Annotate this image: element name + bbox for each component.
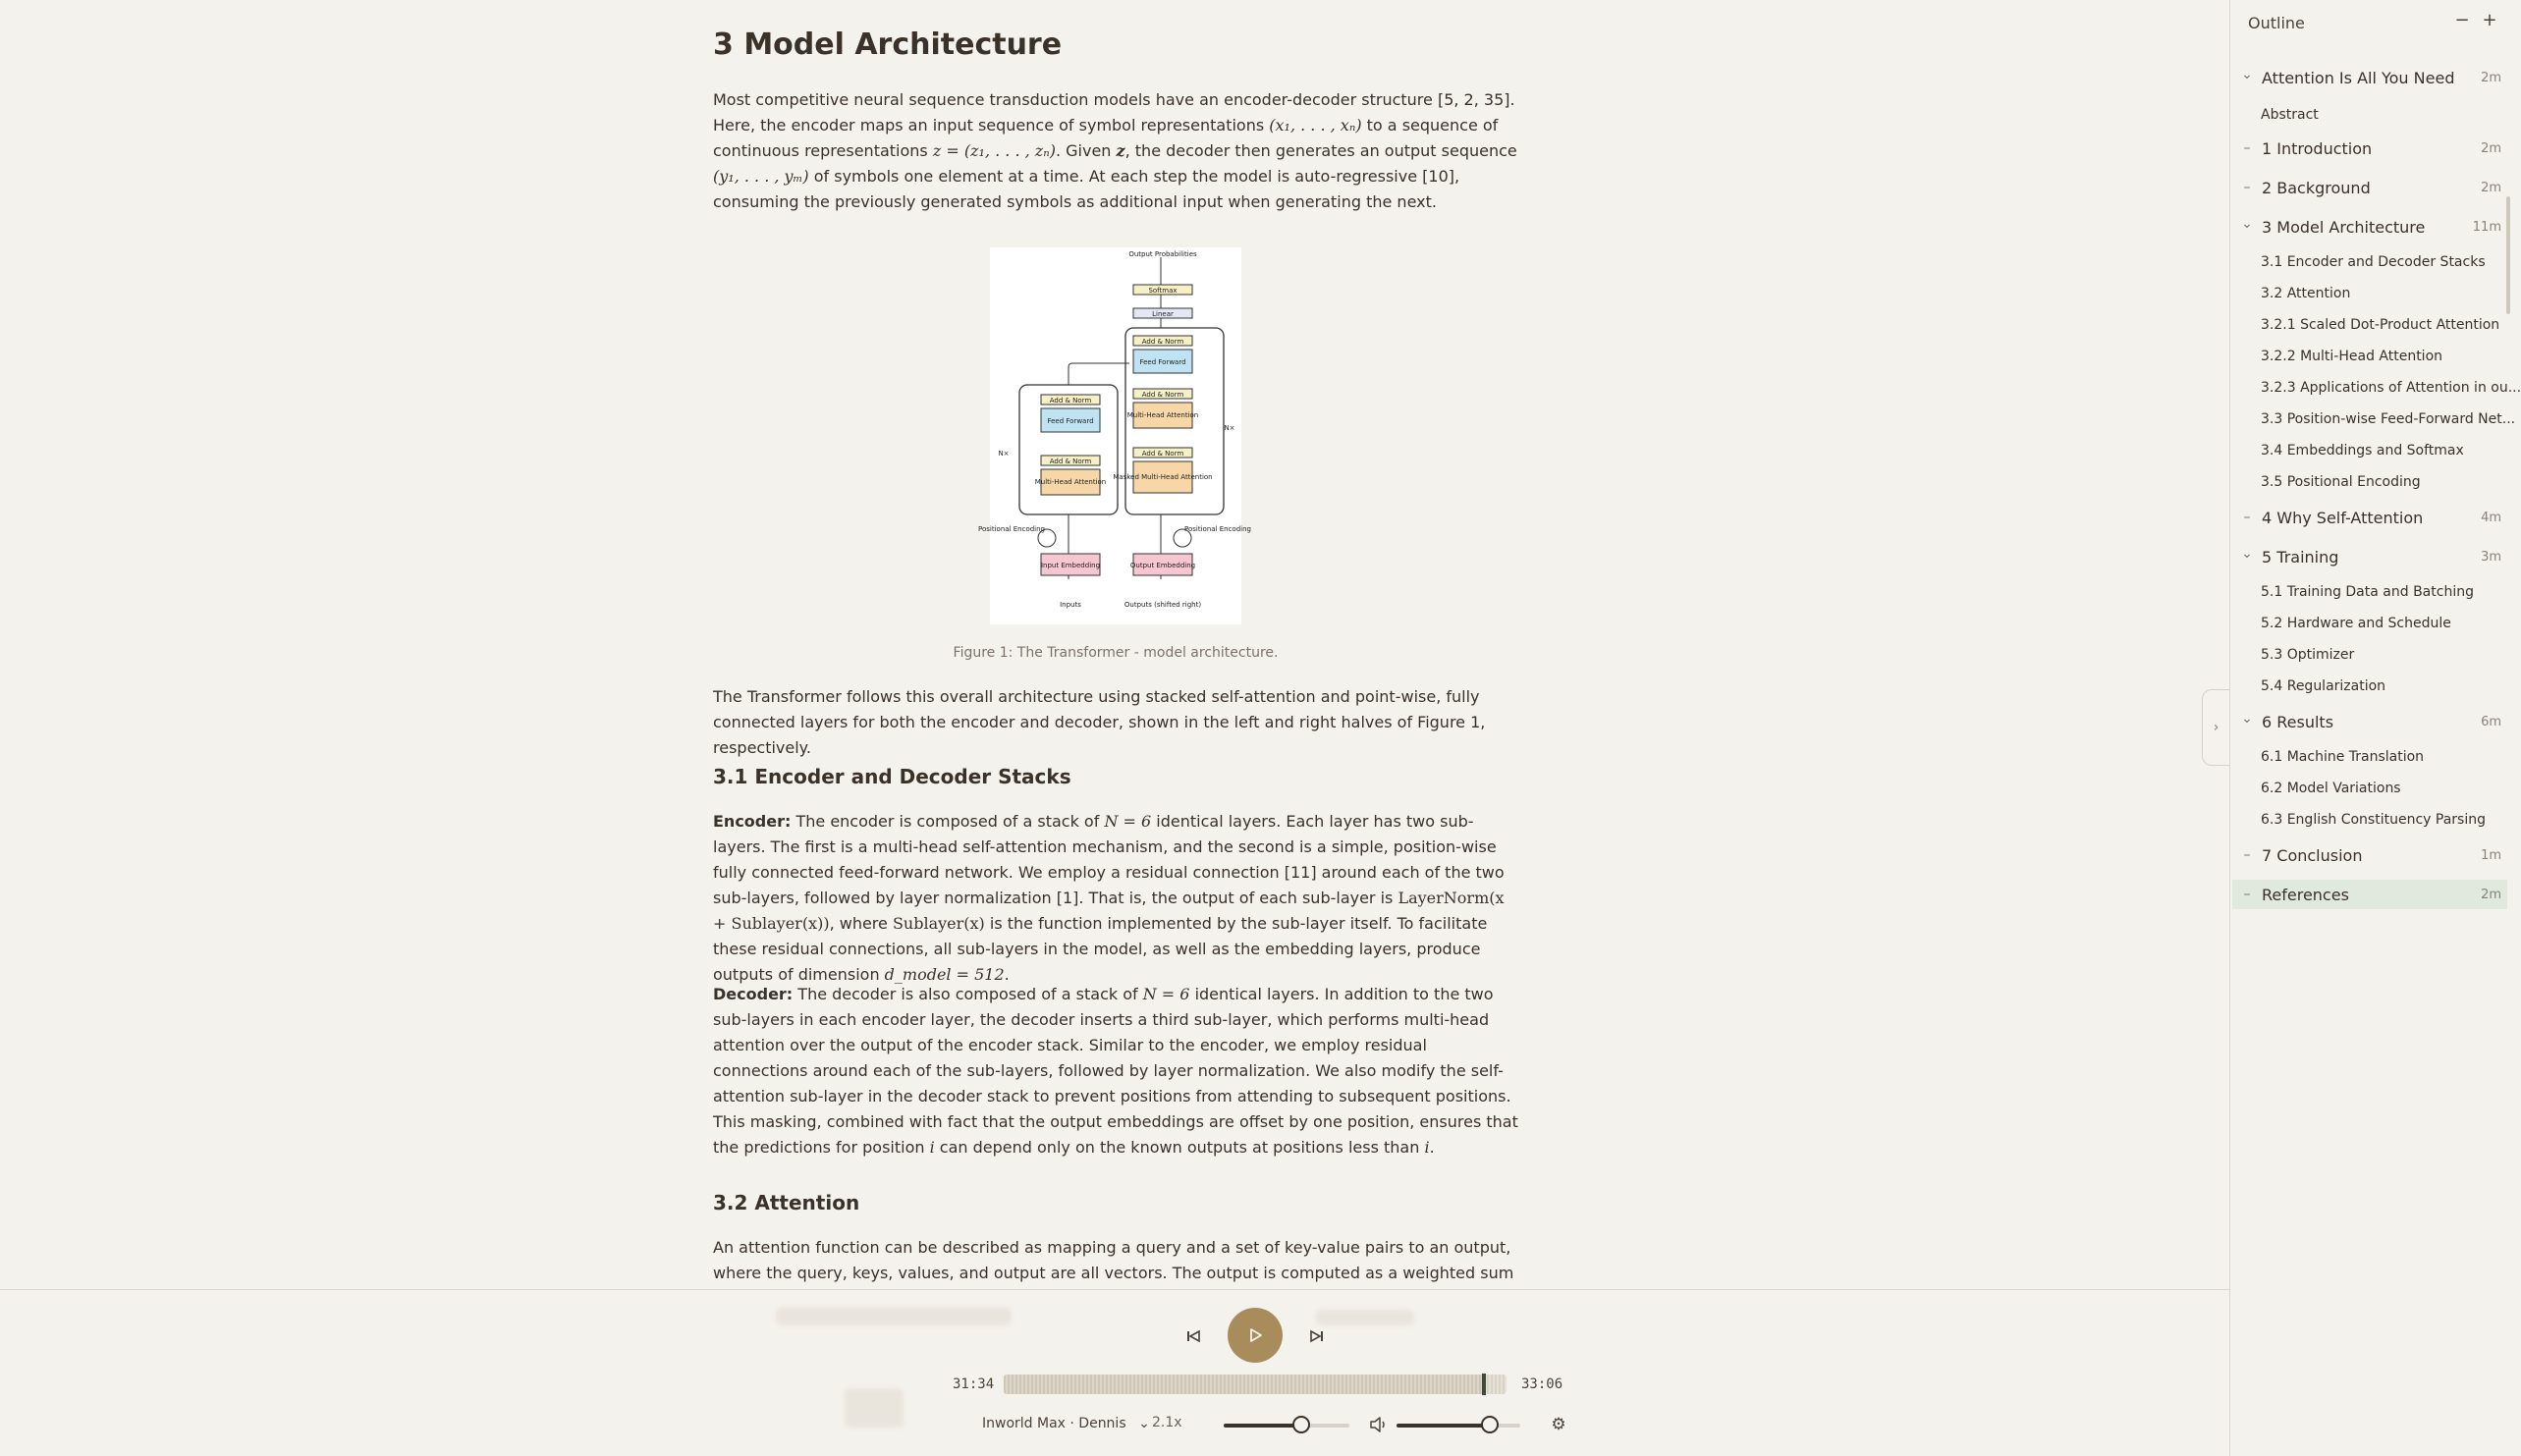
outline-item-label: 3 Model Architecture [2262,217,2426,237]
play-icon [1246,1326,1264,1344]
svg-text:Add & Norm: Add & Norm [1141,338,1184,346]
outline-item-label: 3.2 Attention [2261,286,2351,301]
svg-text:Input Embedding: Input Embedding [1040,562,1101,569]
outline-item-label: References [2262,885,2349,904]
chevron-down-icon[interactable]: ⌄ [2241,216,2253,232]
outline-item-label: 5.4 Regularization [2261,678,2386,694]
outline-item-label: 6.2 Model Variations [2261,781,2401,796]
voice-name: Inworld Max · Dennis [982,1416,1126,1431]
progress-fill [1004,1375,1484,1394]
outline-item[interactable] [2232,279,2507,308]
svg-text:Multi-Head Attention: Multi-Head Attention [1034,478,1107,486]
dash-icon[interactable]: – [2243,180,2251,195]
svg-text:Masked Multi-Head Attention: Masked Multi-Head Attention [1113,473,1213,481]
skip-previous-icon [1185,1328,1201,1344]
outline-item-label: 3.5 Positional Encoding [2261,474,2421,490]
outline-item[interactable] [2232,774,2507,803]
subsection-heading-3-1: 3.1 Encoder and Decoder Stacks [713,765,1071,788]
outline-sidebar [2229,0,2520,1456]
fig-output-probabilities: Output Probabilities [1128,250,1197,258]
outline-item[interactable] [2232,840,2507,870]
svg-text:Inputs: Inputs [1060,601,1081,609]
outline-item[interactable] [2232,577,2507,607]
expand-all-button[interactable]: + [2482,10,2497,30]
speed-value: 2.1x [1152,1415,1182,1430]
outline-item-label: Abstract [2261,107,2319,123]
outline-item[interactable] [2232,436,2507,465]
chevron-right-icon: › [2213,720,2220,735]
outline-item-duration: 2m [2481,140,2501,156]
svg-text:Add & Norm: Add & Norm [1141,450,1184,458]
outline-item-label: 3.2.3 Applications of Attention in ou... [2261,380,2521,396]
transformer-figure [978,247,1251,624]
outline-item[interactable] [2232,212,2507,242]
outline-item-label: 2 Background [2262,178,2371,197]
outline-item[interactable] [2232,100,2507,130]
progress-handle[interactable] [1482,1374,1486,1395]
outline-item-duration: 1m [2481,847,2501,863]
svg-text:Multi-Head Attention: Multi-Head Attention [1126,411,1199,419]
outline-item-duration: 3m [2481,549,2501,565]
encoder-paragraph: Encoder: The encoder is composed of a stack of N = 6 identical layers. Each layer has two sub-layers. The first is a multi-head self-attention mechanism, and the second is a simple, position-wise fully connected feed-forward network. We employ a residual connection [11] around each of the two sub-layers, followed by layer normalization [1]. That is, the output of each sub-layer is LayerNorm(x + Sublayer(x)), where Sublayer(x) is the function implemented by the sub-layer itself. To facilitate these residual connections, all sub-layers in the model, as well as the embedding layers, produce outputs of dimension d_model = 512. [713,812,1505,984]
outline-item[interactable] [2232,404,2516,434]
decoder-paragraph: Decoder: The decoder is also composed of a stack of N = 6 identical layers. In addition to the two sub-layers in each encoder layer, the decoder inserts a third sub-layer, which performs multi-head attention over the output of the encoder stack. Similar to the encoder, we employ residual connections around each of the sub-layers, followed by layer normalization. We also modify the self-attention sub-layer in the decoder stack to prevent positions from attending to subsequent positions. This masking, combined with fact that the output embeddings are offset by one position, ensures that the predictions for position i can depend only on the known outputs at positions less than i. [713,985,1518,1157]
volume-slider-handle[interactable] [1481,1416,1499,1433]
progress-track[interactable] [1004,1375,1507,1394]
intro-paragraph: Most competitive neural sequence transduction models have an encoder-decoder structure [5, 2, 35]. Here, the encoder maps an input sequence of symbol representations (x₁, . . . , xₙ) to a sequence of continuous representations z = (z₁, . . . , zₙ). Given z, the decoder then generates an output sequence (y₁, . . . , yₘ) of symbols one element at a time. At each step the model is auto-regressive [10], consuming the previously generated symbols as additional input when generating the next. [713,90,1517,211]
outline-item[interactable] [2232,342,2507,371]
outline-item[interactable] [2232,880,2507,909]
attention-paragraph: An attention function can be described as mapping a query and a set of key-value pairs to an output, where the query, keys, values, and output are all vectors. The output is computed as a weighted sum [713,1238,1514,1282]
outline-item-label: 6.1 Machine Translation [2261,749,2425,765]
chevron-down-icon: ⌄ [1138,1416,1150,1431]
outline-item-label: 6.3 English Constituency Parsing [2261,812,2486,828]
outline-item-duration: 2m [2481,70,2501,85]
volume-slider[interactable] [1397,1424,1520,1428]
outline-item-duration: 2m [2481,887,2501,902]
outline-item[interactable] [2232,173,2507,202]
outline-item-label: 5.1 Training Data and Batching [2261,584,2474,600]
outline-item-duration: 2m [2481,180,2501,195]
svg-text:Add & Norm: Add & Norm [1141,391,1184,399]
voice-selector[interactable] [982,1416,1150,1431]
svg-text:Output Embedding: Output Embedding [1129,562,1196,569]
fig-linear: Linear [1152,310,1174,318]
chevron-down-icon[interactable]: ⌄ [2241,546,2253,562]
svg-text:N×: N× [998,450,1010,458]
outline-title: Outline [2248,14,2305,32]
collapse-all-button[interactable]: − [2454,10,2470,30]
play-button[interactable] [1228,1308,1283,1363]
outline-item-label: 5.3 Optimizer [2261,647,2355,663]
svg-text:Add & Norm: Add & Norm [1049,458,1092,465]
fig-softmax: Softmax [1148,287,1178,295]
outline-item-label: 5.2 Hardware and Schedule [2261,616,2451,631]
gear-icon: ⚙ [1551,1415,1566,1434]
figure-caption: Figure 1: The Transformer - model architecture. [953,645,1279,661]
outline-item[interactable] [2232,63,2507,92]
outline-item[interactable] [2232,707,2507,736]
svg-text:Feed Forward: Feed Forward [1047,417,1094,425]
svg-text:Outputs (shifted right): Outputs (shifted right) [1123,601,1202,609]
outline-item[interactable] [2232,805,2507,835]
outline-item-label: 7 Conclusion [2262,845,2363,865]
outline-item-duration: 11m [2472,219,2501,235]
outline-item-label: 3.4 Embeddings and Softmax [2261,443,2464,458]
svg-text:Feed Forward: Feed Forward [1139,358,1186,366]
total-time: 33:06 [1521,1376,1563,1392]
settings-button[interactable] [1546,1412,1571,1437]
volume-icon [1369,1416,1389,1433]
outline-toggle-tab[interactable] [2202,689,2229,766]
subsection-heading-3-2: 3.2 Attention [713,1191,860,1214]
chevron-down-icon[interactable]: ⌄ [2241,67,2253,82]
svg-text:Positional Encoding: Positional Encoding [978,525,1045,533]
section-heading: 3 Model Architecture [713,27,1063,62]
outline-item-duration: 6m [2481,714,2501,729]
outline-item-label: 3.2.1 Scaled Dot-Product Attention [2261,317,2500,333]
outline-item[interactable] [2232,672,2507,701]
architecture-paragraph: The Transformer follows this overall architecture using stacked self-attention and point-wise, fully connected layers for both the encoder and decoder, shown in the left and right halves of Figure 1, respectively. [713,687,1486,757]
outline-item[interactable] [2232,503,2507,532]
outline-item[interactable] [2232,373,2521,403]
svg-text:N×: N× [1224,424,1235,432]
outline-item-label: 3.3 Position-wise Feed-Forward Net... [2261,411,2516,427]
dash-icon[interactable]: – [2243,847,2251,863]
outline-item-duration: 4m [2481,510,2501,525]
outline-item[interactable] [2232,247,2507,277]
outline-item[interactable] [2232,640,2507,670]
svg-text:Add & Norm: Add & Norm [1049,397,1092,404]
elapsed-time: 31:34 [953,1376,995,1392]
skip-previous-button[interactable] [1178,1321,1208,1351]
skip-next-icon [1309,1328,1325,1344]
outline-item[interactable] [2232,134,2507,163]
outline-item[interactable] [2232,310,2507,340]
svg-text:Positional Encoding: Positional Encoding [1184,525,1251,533]
skip-next-button[interactable] [1302,1321,1332,1351]
audio-player [0,1289,2229,1456]
outline-scrollbar[interactable] [2506,196,2510,314]
speed-slider[interactable] [1224,1424,1349,1428]
outline-item[interactable] [2232,609,2507,638]
dash-icon[interactable]: – [2243,140,2251,156]
outline-item-label: 3.1 Encoder and Decoder Stacks [2261,254,2486,270]
outline-item-label: 3.2.2 Multi-Head Attention [2261,349,2443,364]
dash-icon[interactable]: – [2243,510,2251,525]
outline-item-label: Attention Is All You Need [2262,68,2455,87]
outline-item-label: 6 Results [2262,712,2334,731]
outline-item[interactable] [2232,467,2507,497]
outline-item[interactable] [2232,542,2507,571]
speed-slider-handle[interactable] [1292,1416,1310,1433]
outline-item-label: 5 Training [2262,547,2339,566]
volume-button[interactable] [1365,1412,1393,1437]
outline-item-label: 1 Introduction [2262,138,2373,158]
outline-item-label: 4 Why Self-Attention [2262,508,2424,527]
outline-item[interactable] [2232,742,2507,772]
dash-icon[interactable]: – [2243,887,2251,902]
chevron-down-icon[interactable]: ⌄ [2241,711,2253,727]
